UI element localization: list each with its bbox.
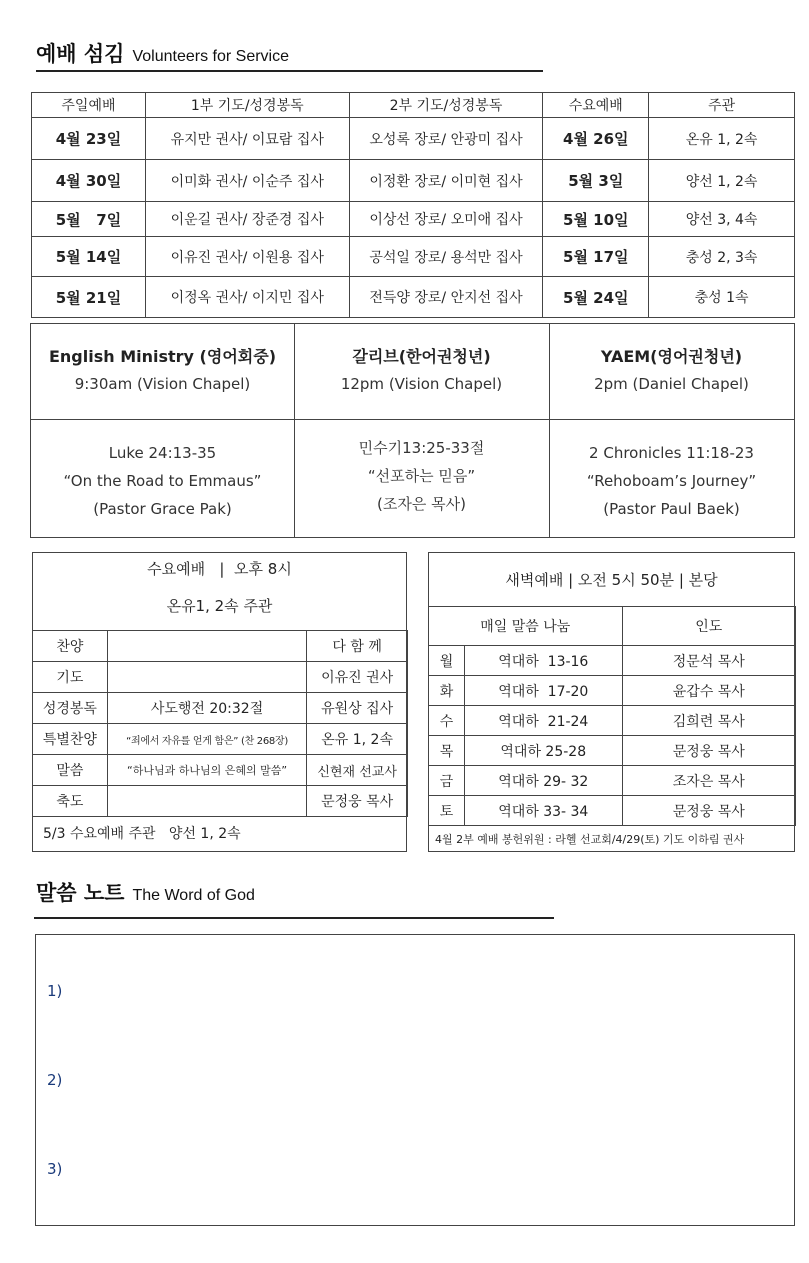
first-service-volunteers: 이운길 권사/ 장준경 집사 <box>145 202 349 237</box>
volunteers-subtitle: Volunteers for Service <box>132 48 289 65</box>
wednesday-header: 수요예배 | 오후 8시 <box>147 560 292 578</box>
passage: 역대하 29- 32 <box>464 766 622 796</box>
wednesday-date: 5월 10일 <box>543 202 649 237</box>
wednesday-order-table <box>32 630 408 817</box>
dawn-schedule-table <box>428 606 796 826</box>
preacher: (Pastor Paul Baek) <box>603 500 740 518</box>
host-group: 양선 3, 4속 <box>649 202 795 237</box>
note-item-1: 1) <box>47 982 63 1000</box>
second-service-volunteers: 공석일 장로/ 용석만 집사 <box>349 237 543 277</box>
sermon-yaem <box>549 439 794 523</box>
leader: 윤갑수 목사 <box>622 676 795 706</box>
table-row <box>429 766 796 796</box>
order-person: 다 함 께 <box>307 631 408 662</box>
second-service-volunteers: 이상선 장로/ 오미애 집사 <box>349 202 543 237</box>
leader: 문정웅 목사 <box>622 796 795 826</box>
preacher: (Pastor Grace Pak) <box>93 500 232 518</box>
order-person: 이유진 권사 <box>307 662 408 693</box>
dawn-header: 새벽예배 | 오전 5시 50분 | 본당 <box>505 571 718 589</box>
first-service-volunteers: 이유진 권사/ 이원용 집사 <box>145 237 349 277</box>
host-group: 온유 1, 2속 <box>649 118 795 160</box>
divider <box>31 419 794 420</box>
header-cell: 2부 기도/성경봉독 <box>349 93 543 118</box>
ministries-box <box>30 323 795 538</box>
order-content <box>107 631 306 662</box>
day-label: 금 <box>429 766 465 796</box>
table-row <box>32 118 795 160</box>
table-row <box>429 796 796 826</box>
day-label: 목 <box>429 736 465 766</box>
table-row <box>429 736 796 766</box>
second-service-volunteers: 전득양 장로/ 안지선 집사 <box>349 277 543 318</box>
header-cell: 주관 <box>649 93 795 118</box>
ministry-yaem <box>549 324 794 393</box>
table-row <box>429 646 796 676</box>
order-content <box>107 662 306 693</box>
wednesday-date: 4월 26일 <box>543 118 649 160</box>
host-group: 양선 1, 2속 <box>649 160 795 202</box>
table-header-row <box>32 93 795 118</box>
table-row <box>32 202 795 237</box>
leader: 조자은 목사 <box>622 766 795 796</box>
header-cell: 1부 기도/성경봉독 <box>145 93 349 118</box>
order-label: 축도 <box>33 786 108 817</box>
table-row <box>33 631 408 662</box>
order-content: “하나님과 하나님의 은혜의 말씀” <box>107 755 306 786</box>
scripture-ref: Luke 24:13-35 <box>108 444 217 462</box>
volunteers-title: 예배 섬김 Volunteers for Service <box>36 42 289 66</box>
notes-subtitle: The Word of God <box>132 887 255 904</box>
host-group: 충성 1속 <box>649 277 795 318</box>
scripture-ref: 민수기13:25-33절 <box>358 439 485 457</box>
wednesday-host: 온유1, 2속 주관 <box>166 597 273 615</box>
passage: 역대하 17-20 <box>464 676 622 706</box>
table-header-row <box>429 607 796 646</box>
header-cell: 수요예배 <box>543 93 649 118</box>
header-cell: 주일예배 <box>32 93 146 118</box>
order-label: 찬양 <box>33 631 108 662</box>
order-person: 문정웅 목사 <box>307 786 408 817</box>
ministry-galib <box>294 324 549 393</box>
wednesday-date: 5월 3일 <box>543 160 649 202</box>
second-service-volunteers: 오성록 장로/ 안광미 집사 <box>349 118 543 160</box>
table-row <box>33 786 408 817</box>
wednesday-service-box <box>32 552 407 852</box>
passage: 역대하 33- 34 <box>464 796 622 826</box>
table-row <box>32 237 795 277</box>
order-content: 사도행전 20:32절 <box>107 693 306 724</box>
sunday-date: 5월 14일 <box>32 237 146 277</box>
sunday-date: 5월 7일 <box>32 202 146 237</box>
table-row <box>33 755 408 786</box>
order-label: 성경봉독 <box>33 693 108 724</box>
first-service-volunteers: 이정옥 권사/ 이지민 집사 <box>145 277 349 318</box>
order-person: 유원상 집사 <box>307 693 408 724</box>
passage: 역대하 25-28 <box>464 736 622 766</box>
table-row <box>33 724 408 755</box>
sunday-date: 4월 30일 <box>32 160 146 202</box>
notes-box[interactable] <box>35 934 795 1226</box>
header-cell: 매일 말씀 나눔 <box>429 607 623 646</box>
leader: 김희련 목사 <box>622 706 795 736</box>
order-person: 신현재 선교사 <box>307 755 408 786</box>
ministry-name: YAEM(영어권청년) <box>600 347 743 366</box>
volunteers-table <box>31 92 795 318</box>
ministry-time: 12pm (Vision Chapel) <box>340 375 503 393</box>
table-row <box>429 706 796 736</box>
ministry-name: English Ministry (영어회중) <box>48 347 277 366</box>
offering-note: 4월 2부 예배 봉헌위원 : 라헬 선교회/4/29(토) 기도 이하림 권사 <box>435 833 745 846</box>
leader: 정문석 목사 <box>622 646 795 676</box>
scripture-ref: 2 Chronicles 11:18-23 <box>589 444 754 462</box>
day-label: 수 <box>429 706 465 736</box>
sunday-date: 5월 21일 <box>32 277 146 318</box>
header-cell: 인도 <box>622 607 795 646</box>
order-person: 온유 1, 2속 <box>307 724 408 755</box>
order-content <box>107 786 306 817</box>
leader: 문정웅 목사 <box>622 736 795 766</box>
ministry-english <box>31 324 294 393</box>
table-row <box>429 676 796 706</box>
second-service-volunteers: 이정환 장로/ 이미현 집사 <box>349 160 543 202</box>
table-row <box>33 662 408 693</box>
table-row <box>32 160 795 202</box>
note-item-2: 2) <box>47 1071 63 1089</box>
sermon-galib <box>294 434 549 518</box>
sermon-title: “On the Road to Emmaus” <box>63 472 262 490</box>
notes-title: 말씀 노트 The Word of God <box>36 881 255 905</box>
order-label: 특별찬양 <box>33 724 108 755</box>
order-content: “죄에서 자유를 얻게 함은” (찬 268장) <box>107 724 306 755</box>
table-row <box>33 693 408 724</box>
day-label: 화 <box>429 676 465 706</box>
ministry-name: 갈리브(한어권청년) <box>352 347 491 366</box>
dawn-service-box <box>428 552 795 852</box>
day-label: 토 <box>429 796 465 826</box>
title-underline <box>36 70 543 72</box>
next-week-host: 5/3 수요예배 주관 양선 1, 2속 <box>43 826 241 842</box>
note-item-3: 3) <box>47 1160 63 1178</box>
first-service-volunteers: 이미화 권사/ 이순주 집사 <box>145 160 349 202</box>
sermon-title: “선포하는 믿음” <box>367 467 476 485</box>
table-row <box>32 277 795 318</box>
wednesday-date: 5월 17일 <box>543 237 649 277</box>
wednesday-date: 5월 24일 <box>543 277 649 318</box>
host-group: 충성 2, 3속 <box>649 237 795 277</box>
preacher: (조자은 목사) <box>377 495 466 513</box>
passage: 역대하 21-24 <box>464 706 622 736</box>
order-label: 기도 <box>33 662 108 693</box>
ministry-time: 9:30am (Vision Chapel) <box>74 375 251 393</box>
first-service-volunteers: 유지만 권사/ 이묘람 집사 <box>145 118 349 160</box>
day-label: 월 <box>429 646 465 676</box>
ministry-time: 2pm (Daniel Chapel) <box>594 375 749 393</box>
title-underline <box>34 917 554 919</box>
passage: 역대하 13-16 <box>464 646 622 676</box>
sermon-english <box>31 439 294 523</box>
sermon-title: “Rehoboam’s Journey” <box>586 472 757 490</box>
order-label: 말씀 <box>33 755 108 786</box>
sunday-date: 4월 23일 <box>32 118 146 160</box>
